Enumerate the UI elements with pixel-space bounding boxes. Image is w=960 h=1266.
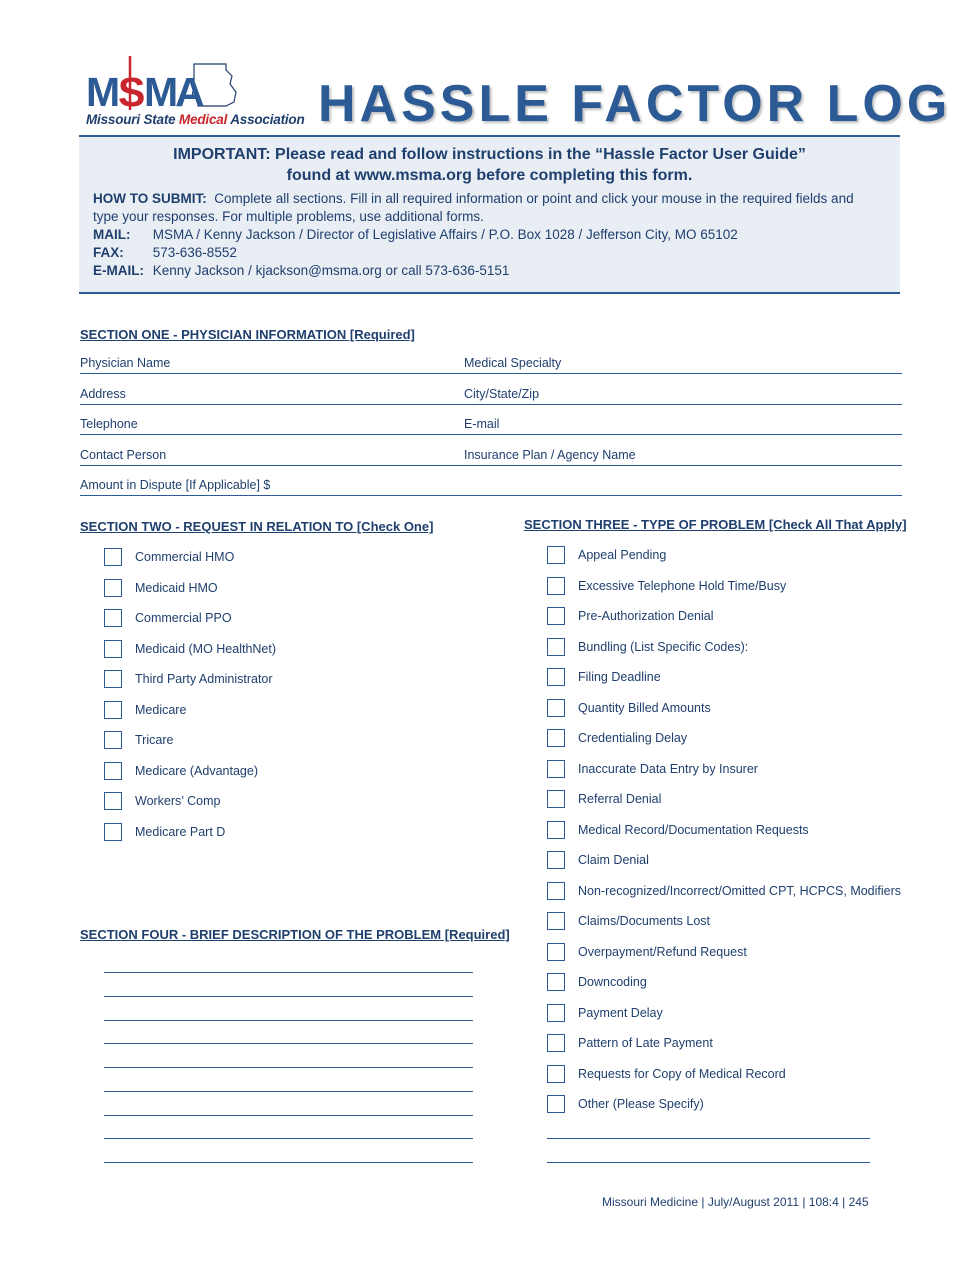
section-three-option[interactable] — [547, 788, 661, 810]
checkbox[interactable] — [547, 546, 565, 564]
section-three-option[interactable] — [547, 758, 758, 780]
option-label: Excessive Telephone Hold Time/Busy — [578, 579, 787, 593]
checkbox[interactable] — [547, 912, 565, 930]
telephone-label: Telephone — [80, 417, 138, 431]
section-three-option[interactable] — [547, 605, 714, 627]
option-label: Medicare — [135, 703, 187, 717]
email-line — [93, 262, 509, 281]
other-specify-line[interactable] — [547, 1162, 870, 1163]
option-label: Requests for Copy of Medical Record — [578, 1067, 786, 1081]
svg-text:M: M — [86, 69, 118, 115]
mail-address: MSMA / Kenny Jackson / Director of Legislative Affairs / P.O. Box 1028 / Jefferson City, MO 65102 — [152, 227, 738, 242]
option-label: Bundling (List Specific Codes): — [578, 640, 749, 654]
insurance-plan-label: Insurance Plan / Agency Name — [464, 448, 636, 462]
section-three-option[interactable] — [547, 849, 649, 871]
description-line[interactable] — [104, 1162, 473, 1163]
description-line[interactable] — [104, 1091, 473, 1092]
section-three-heading: SECTION THREE - TYPE OF PROBLEM [Check All That Apply] — [524, 517, 907, 532]
section-three-option[interactable] — [547, 1032, 713, 1054]
medical-specialty-label: Medical Specialty — [464, 356, 562, 370]
option-label: Non-recognized/Incorrect/Omitted CPT, HCPCS, Modifiers — [578, 884, 902, 898]
svg-text:MA: MA — [144, 69, 202, 115]
amount-dispute-label: Amount in Dispute [If Applicable] $ — [80, 478, 271, 492]
email-label: E-MAIL: — [93, 263, 144, 278]
important-line-2: found at www.msma.org before completing this form. — [286, 167, 693, 184]
section-two-option[interactable] — [104, 577, 218, 599]
description-line[interactable] — [104, 996, 473, 997]
option-label: Filing Deadline — [578, 670, 661, 684]
address-field[interactable] — [80, 387, 464, 405]
email-label-field: E-mail — [464, 417, 500, 431]
instructions-box — [79, 137, 900, 294]
description-line[interactable] — [104, 1138, 473, 1139]
checkbox[interactable] — [104, 579, 122, 597]
section-two-option[interactable] — [104, 699, 186, 721]
section-three-option[interactable] — [547, 941, 747, 963]
how-to-submit — [93, 190, 854, 209]
checkbox[interactable] — [104, 823, 122, 841]
checkbox[interactable] — [547, 699, 565, 717]
option-label: Inaccurate Data Entry by Insurer — [578, 762, 758, 776]
section-three-option[interactable] — [547, 1063, 786, 1085]
description-line[interactable] — [104, 1067, 473, 1068]
contact-person-label: Contact Person — [80, 448, 167, 462]
checkbox[interactable] — [547, 821, 565, 839]
description-line[interactable] — [104, 1115, 473, 1116]
contact-person-field[interactable] — [80, 448, 464, 466]
checkbox[interactable] — [547, 973, 565, 991]
svg-text:S: S — [118, 69, 146, 115]
section-three-option[interactable] — [547, 971, 647, 993]
checkbox[interactable] — [547, 1034, 565, 1052]
section-three-option[interactable] — [547, 697, 711, 719]
checkbox[interactable] — [547, 638, 565, 656]
option-label: Appeal Pending — [578, 548, 667, 562]
option-label: Overpayment/Refund Request — [578, 945, 747, 959]
medical-specialty-field[interactable] — [464, 356, 902, 374]
section-two-option[interactable] — [104, 668, 273, 690]
section-three-option[interactable] — [547, 666, 661, 688]
checkbox[interactable] — [547, 1004, 565, 1022]
how-text-2: type your responses. For multiple problems, use additional forms. — [93, 209, 484, 224]
section-three-option[interactable] — [547, 636, 748, 658]
section-four-heading: SECTION FOUR - BRIEF DESCRIPTION OF THE PROBLEM [Required] — [80, 927, 510, 942]
checkbox[interactable] — [104, 701, 122, 719]
checkbox[interactable] — [547, 577, 565, 595]
section-three-option[interactable] — [547, 880, 901, 902]
option-label: Other (Please Specify) — [578, 1097, 704, 1111]
option-label: Pattern of Late Payment — [578, 1036, 713, 1050]
checkbox[interactable] — [547, 943, 565, 961]
option-label: Claim Denial — [578, 853, 649, 867]
fax-number: 573-636-8552 — [152, 245, 237, 260]
address-label: Address — [80, 387, 126, 401]
section-two-option[interactable] — [104, 729, 173, 751]
checkbox[interactable] — [104, 792, 122, 810]
section-two-option[interactable] — [104, 638, 276, 660]
section-three-option[interactable] — [547, 910, 710, 932]
checkbox[interactable] — [547, 1095, 565, 1113]
logo-organization-name: Missouri State Medical Association — [86, 112, 305, 127]
section-two-option[interactable] — [104, 821, 225, 843]
section-two-heading: SECTION TWO - REQUEST IN RELATION TO [Check One] — [80, 519, 434, 534]
option-label: Pre-Authorization Denial — [578, 609, 714, 623]
description-line[interactable] — [104, 1020, 473, 1021]
checkbox[interactable] — [547, 729, 565, 747]
city-state-zip-field[interactable] — [464, 387, 902, 405]
checkbox[interactable] — [104, 640, 122, 658]
email-field[interactable] — [464, 417, 902, 435]
option-label: Medicaid HMO — [135, 581, 218, 595]
section-three-option[interactable] — [547, 1002, 663, 1024]
page-footer: Missouri Medicine | July/August 2011 | 108:4 | 245 — [602, 1195, 869, 1209]
checkbox[interactable] — [104, 731, 122, 749]
telephone-field[interactable] — [80, 417, 464, 435]
option-label: Medicare (Advantage) — [135, 764, 258, 778]
section-three-option[interactable] — [547, 819, 809, 841]
insurance-plan-field[interactable] — [464, 448, 902, 466]
section-two-option[interactable] — [104, 546, 234, 568]
option-label: Quantity Billed Amounts — [578, 701, 711, 715]
option-label: Medicare Part D — [135, 825, 226, 839]
option-label: Claims/Documents Lost — [578, 914, 710, 928]
checkbox[interactable] — [104, 609, 122, 627]
option-label: Referral Denial — [578, 792, 662, 806]
checkbox[interactable] — [547, 790, 565, 808]
checkbox[interactable] — [547, 668, 565, 686]
section-three-option[interactable] — [547, 575, 786, 597]
checkbox[interactable] — [104, 548, 122, 566]
option-label: Downcoding — [578, 975, 647, 989]
checkbox[interactable] — [104, 670, 122, 688]
option-label: Tricare — [135, 733, 174, 747]
mail-line — [93, 226, 738, 245]
checkbox[interactable] — [547, 607, 565, 625]
checkbox[interactable] — [547, 882, 565, 900]
section-two-option[interactable] — [104, 790, 220, 812]
checkbox[interactable] — [547, 760, 565, 778]
section-three-option[interactable] — [547, 1093, 704, 1115]
checkbox[interactable] — [547, 1065, 565, 1083]
fax-line — [93, 244, 237, 263]
option-label: Commercial HMO — [135, 550, 235, 564]
other-specify-line[interactable] — [547, 1138, 870, 1139]
section-one-heading: SECTION ONE - PHYSICIAN INFORMATION [Required] — [80, 327, 415, 342]
checkbox[interactable] — [547, 851, 565, 869]
section-three-option[interactable] — [547, 727, 687, 749]
checkbox[interactable] — [104, 762, 122, 780]
mail-label: MAIL: — [93, 227, 131, 242]
option-label: Third Party Administrator — [135, 672, 273, 686]
important-line-1: IMPORTANT: Please read and follow instructions in the “Hassle Factor User Guide” — [173, 146, 806, 163]
description-line[interactable] — [104, 972, 473, 973]
how-text-1: Complete all sections. Fill in all required information or point and click your mouse in the required fields and — [214, 191, 854, 206]
form-title: HASSLE FACTOR LOG — [318, 75, 952, 133]
option-label: Payment Delay — [578, 1006, 663, 1020]
option-label: Medical Record/Documentation Requests — [578, 823, 809, 837]
option-label: Medicaid (MO HealthNet) — [135, 642, 277, 656]
section-two-option[interactable] — [104, 760, 258, 782]
amount-dispute-field[interactable] — [80, 478, 902, 496]
option-label: Commercial PPO — [135, 611, 232, 625]
fax-label: FAX: — [93, 245, 124, 260]
email-contact: Kenny Jackson / kjackson@msma.org or call 573-636-5151 — [152, 263, 510, 278]
section-two-option[interactable] — [104, 607, 232, 629]
section-three-option[interactable] — [547, 544, 666, 566]
physician-name-label: Physician Name — [80, 356, 171, 370]
how-label: HOW TO SUBMIT: — [93, 191, 207, 206]
option-label: Credentialing Delay — [578, 731, 688, 745]
description-line[interactable] — [104, 1043, 473, 1044]
option-label: Workers’ Comp — [135, 794, 221, 808]
physician-name-field[interactable] — [80, 356, 464, 374]
city-state-zip-label: City/State/Zip — [464, 387, 540, 401]
